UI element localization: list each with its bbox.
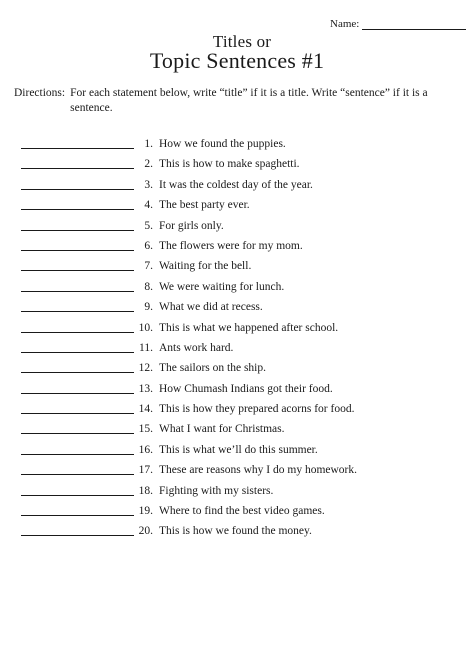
worksheet-title-line-1: Titles or: [212, 32, 272, 51]
name-field[interactable]: [330, 12, 466, 30]
item-number: 20.: [138, 525, 153, 538]
item-number: 17.: [138, 464, 153, 477]
answer-blank[interactable]: [21, 474, 134, 475]
answer-blank[interactable]: [21, 311, 134, 312]
item-statement: What we did at recess.: [159, 301, 263, 314]
answer-blank[interactable]: [21, 393, 134, 394]
answer-blank[interactable]: [21, 352, 134, 353]
item-number: 11.: [139, 341, 153, 354]
answer-blank[interactable]: [21, 148, 134, 149]
item-number: 19.: [138, 505, 153, 518]
answer-blank[interactable]: [21, 454, 134, 455]
list-item: [0, 484, 474, 504]
name-blank-line[interactable]: [362, 17, 466, 30]
item-statement: This is how to make spaghetti.: [159, 158, 300, 171]
item-statement: Fighting with my sisters.: [159, 484, 274, 497]
answer-blank[interactable]: [21, 495, 134, 496]
answer-blank[interactable]: [21, 230, 134, 231]
item-number: 10.: [138, 321, 153, 334]
statement-list: [0, 137, 474, 545]
item-number: 12.: [138, 362, 153, 375]
answer-blank[interactable]: [21, 413, 134, 414]
answer-blank[interactable]: [21, 168, 134, 169]
item-number: 14.: [138, 403, 153, 416]
list-item: [0, 443, 474, 463]
answer-blank[interactable]: [21, 332, 134, 333]
item-statement: This is how we found the money.: [159, 525, 312, 538]
directions-label: Directions:: [14, 87, 66, 99]
name-label: Name:: [330, 18, 360, 30]
item-statement: How Chumash Indians got their food.: [159, 382, 333, 395]
list-item: [0, 198, 474, 218]
item-number: 18.: [138, 484, 153, 497]
item-statement: How we found the puppies.: [159, 138, 286, 150]
item-number: 13.: [138, 382, 153, 395]
list-item: [0, 341, 474, 361]
answer-blank[interactable]: [21, 270, 134, 271]
item-statement: Ants work hard.: [159, 341, 234, 354]
list-item: [0, 300, 474, 320]
answer-blank[interactable]: [21, 291, 134, 292]
item-number: 2.: [144, 158, 153, 171]
item-statement: This is what we’ll do this summer.: [159, 443, 318, 456]
answer-blank[interactable]: [21, 372, 134, 373]
worksheet-title-line-2: Topic Sentences #1: [149, 48, 325, 73]
list-item: [0, 280, 474, 300]
answer-blank[interactable]: [21, 433, 134, 434]
list-item: [0, 504, 474, 524]
item-statement: The best party ever.: [159, 199, 250, 212]
item-statement: It was the coldest day of the year.: [159, 178, 313, 191]
list-item: [0, 137, 474, 157]
list-item: [0, 259, 474, 279]
item-statement: The sailors on the ship.: [159, 362, 266, 375]
answer-blank[interactable]: [21, 209, 134, 210]
list-item: [0, 524, 474, 544]
answer-blank[interactable]: [21, 250, 134, 251]
item-statement: Where to find the best video games.: [159, 505, 325, 518]
list-item: [0, 178, 474, 198]
item-number: 16.: [138, 443, 153, 456]
item-statement: What I want for Christmas.: [159, 423, 285, 436]
list-item: [0, 463, 474, 483]
item-statement: The flowers were for my mom.: [159, 239, 303, 252]
answer-blank[interactable]: [21, 515, 134, 516]
item-number: 3.: [144, 178, 153, 191]
list-item: [0, 361, 474, 381]
item-number: 1.: [144, 138, 153, 150]
answer-blank[interactable]: [21, 535, 134, 536]
list-item: [0, 321, 474, 341]
item-statement: This is what we happened after school.: [159, 321, 339, 334]
directions-text: For each statement below, write “title” if it is a title. Write “sentence” if it is a sentence.: [70, 87, 428, 114]
item-number: 8.: [144, 280, 153, 293]
item-number: 15.: [138, 423, 153, 436]
answer-blank[interactable]: [21, 189, 134, 190]
item-number: 9.: [144, 301, 153, 314]
item-statement: This is how they prepared acorns for food.: [159, 403, 355, 416]
item-number: 7.: [144, 260, 153, 273]
list-item: [0, 402, 474, 422]
item-statement: These are reasons why I do my homework.: [159, 464, 357, 477]
list-item: [0, 219, 474, 239]
list-item: [0, 157, 474, 177]
item-statement: We were waiting for lunch.: [159, 280, 285, 293]
item-statement: For girls only.: [159, 219, 224, 232]
list-item: [0, 382, 474, 402]
item-number: 4.: [144, 199, 153, 212]
item-statement: Waiting for the bell.: [159, 260, 252, 273]
item-number: 5.: [144, 219, 153, 232]
directions: [14, 86, 464, 116]
list-item: [0, 422, 474, 442]
list-item: [0, 239, 474, 259]
item-number: 6.: [144, 239, 153, 252]
